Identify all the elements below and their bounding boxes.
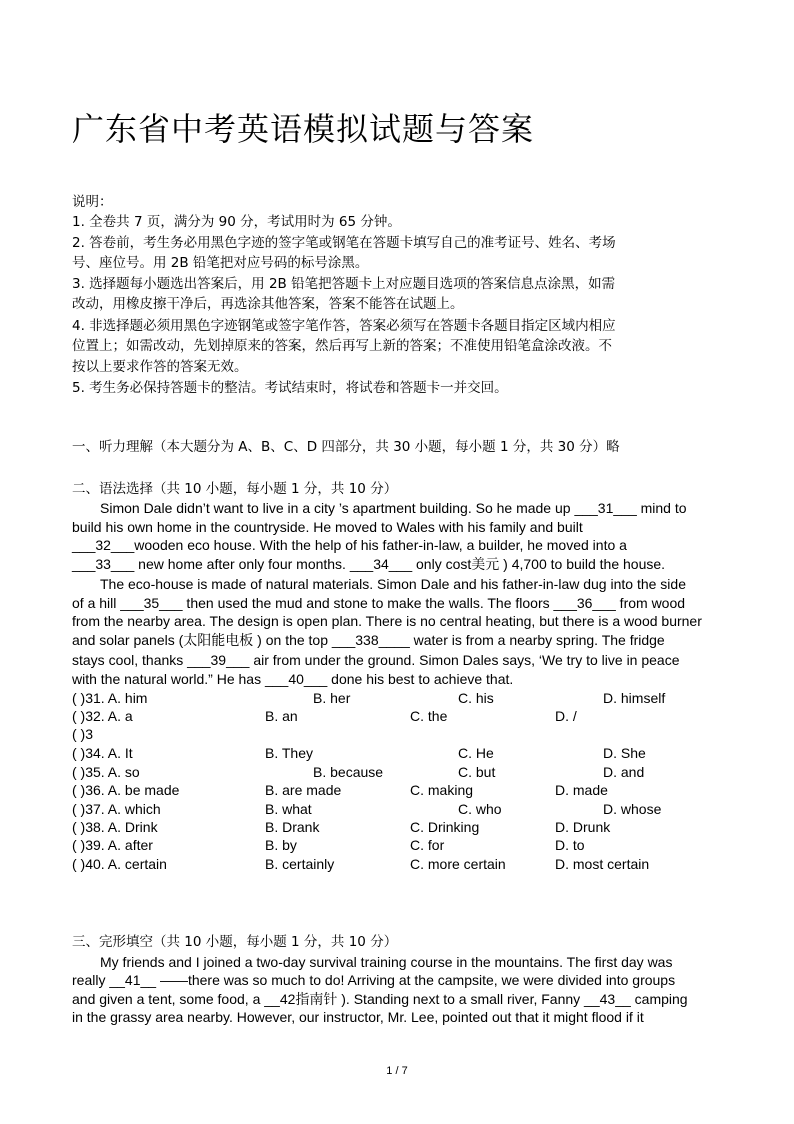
option-d: D. most certain bbox=[555, 856, 650, 872]
option-c: C. but bbox=[458, 764, 496, 780]
instruction-line: 4. 非选择题必须用黑色字迹钢笔或签字笔作答，答案必须写在答题卡各题目指定区域内相应 bbox=[72, 318, 616, 334]
option-b: B. by bbox=[265, 837, 297, 853]
option-c: C. making bbox=[410, 782, 474, 798]
instructions-heading: 说明： bbox=[72, 194, 113, 210]
option-b: B. are made bbox=[265, 782, 342, 798]
passage-line: Simon Dale didn’t want to live in a city ’s apartment building. So he made up ___31___ mind to bbox=[100, 500, 687, 516]
option-c: C. for bbox=[410, 837, 445, 853]
instruction-line: 改动，用橡皮擦干净后，再选涂其他答案，答案不能答在试题上。 bbox=[72, 296, 464, 312]
option-a: ( )38. A. Drink bbox=[72, 819, 158, 835]
option-d: D. She bbox=[603, 745, 646, 761]
option-a: ( )31. A. him bbox=[72, 690, 148, 706]
option-b: B. her bbox=[313, 690, 351, 706]
option-c: C. who bbox=[458, 801, 502, 817]
passage-line: and given a tent, some food, a __42指南针 ). Standing next to a small river, Fanny __43__ camping bbox=[72, 991, 688, 1007]
instruction-line: 号、座位号。用 2B 铅笔把对应号码的标号涂黑。 bbox=[72, 255, 369, 271]
instruction-line: 1. 全卷共 7 页，满分为 90 分，考试用时为 65 分钟。 bbox=[72, 214, 401, 230]
passage-line: really __41__ ——there was so much to do! Arriving at the campsite, we were divided into groups bbox=[72, 972, 676, 988]
passage-line: ___32___wooden eco house. With the help of his father-in-law, a builder, he moved into a bbox=[72, 537, 627, 553]
passage-line: build his own home in the countryside. He moved to Wales with his family and built bbox=[72, 519, 583, 535]
option-c: C. Drinking bbox=[410, 819, 480, 835]
option-a: ( )40. A. certain bbox=[72, 856, 167, 872]
option-d: D. whose bbox=[603, 801, 662, 817]
section-heading-listening: 一、听力理解（本大题分为 A、B、C、D 四部分，共 30 小题，每小题 1 分，共 30 分）略 bbox=[72, 439, 620, 455]
option-c: C. his bbox=[458, 690, 494, 706]
passage-line: The eco-house is made of natural materials. Simon Dale and his father-in-law dug into the side bbox=[100, 576, 686, 592]
option-a: ( )3 bbox=[72, 726, 93, 742]
passage-line: stays cool, thanks ___39___ air from under the ground. Simon Dales says, ‘We try to live in peace bbox=[72, 652, 680, 668]
option-b: B. an bbox=[265, 708, 298, 724]
page-number: 1 / 7 bbox=[386, 1065, 408, 1077]
option-d: D. and bbox=[603, 764, 645, 780]
option-d: D. to bbox=[555, 837, 585, 853]
option-b: B. Drank bbox=[265, 819, 320, 835]
option-b: B. certainly bbox=[265, 856, 335, 872]
passage-line: ___33___ new home after only four months. ___34___ only cost美元 ) 4,700 to build the house. bbox=[72, 556, 666, 572]
instruction-line: 按以上要求作答的答案无效。 bbox=[72, 359, 248, 375]
option-a: ( )32. A. a bbox=[72, 708, 133, 724]
passage-line: of a hill ___35___ then used the mud and stone to make the walls. The floors ___36___ from wood bbox=[72, 595, 686, 611]
passage-line: in the grassy area nearby. However, our instructor, Mr. Lee, pointed out that it might flood if it bbox=[72, 1009, 644, 1025]
page-title: 广东省中考英语模拟试题与答案 bbox=[72, 110, 535, 148]
option-c: C. the bbox=[410, 708, 448, 724]
passage-line: and solar panels (太阳能电板 ) on the top ___338____ water is from a nearby spring. The fridge bbox=[72, 632, 665, 648]
option-d: D. / bbox=[555, 708, 577, 724]
option-a: ( )35. A. so bbox=[72, 764, 140, 780]
option-d: D. himself bbox=[603, 690, 666, 706]
option-a: ( )37. A. which bbox=[72, 801, 161, 817]
option-c: C. more certain bbox=[410, 856, 506, 872]
option-b: B. They bbox=[265, 745, 313, 761]
option-d: D. made bbox=[555, 782, 608, 798]
option-d: D. Drunk bbox=[555, 819, 611, 835]
option-a: ( )39. A. after bbox=[72, 837, 153, 853]
option-a: ( )36. A. be made bbox=[72, 782, 180, 798]
option-b: B. because bbox=[313, 764, 384, 780]
passage-line: with the natural world.” He has ___40___ done his best to achieve that. bbox=[72, 671, 514, 687]
section-heading-cloze: 三、完形填空（共 10 小题，每小题 1 分，共 10 分） bbox=[72, 934, 398, 950]
passage-line: My friends and I joined a two-day survival training course in the mountains. The first day was bbox=[100, 954, 673, 970]
instruction-line: 2. 答卷前，考生务必用黑色字迹的签字笔或钢笔在答题卡填写自己的准考证号、姓名、考场 bbox=[72, 235, 616, 251]
instruction-line: 5. 考生务必保持答题卡的整洁。考试结束时，将试卷和答题卡一并交回。 bbox=[72, 380, 508, 396]
option-b: B. what bbox=[265, 801, 312, 817]
section-heading-grammar: 二、语法选择（共 10 小题，每小题 1 分，共 10 分） bbox=[72, 481, 398, 497]
option-a: ( )34. A. It bbox=[72, 745, 133, 761]
instruction-line: 位置上；如需改动，先划掉原来的答案，然后再写上新的答案；不准使用铅笔盒涂改液。不 bbox=[72, 338, 612, 354]
option-c: C. He bbox=[458, 745, 494, 761]
instruction-line: 3. 选择题每小题选出答案后，用 2B 铅笔把答题卡上对应题目选项的答案信息点涂黑，如需 bbox=[72, 276, 616, 292]
passage-line: from the nearby area. The design is open plan. There is no central heating, but there is a wood burner bbox=[72, 613, 702, 629]
